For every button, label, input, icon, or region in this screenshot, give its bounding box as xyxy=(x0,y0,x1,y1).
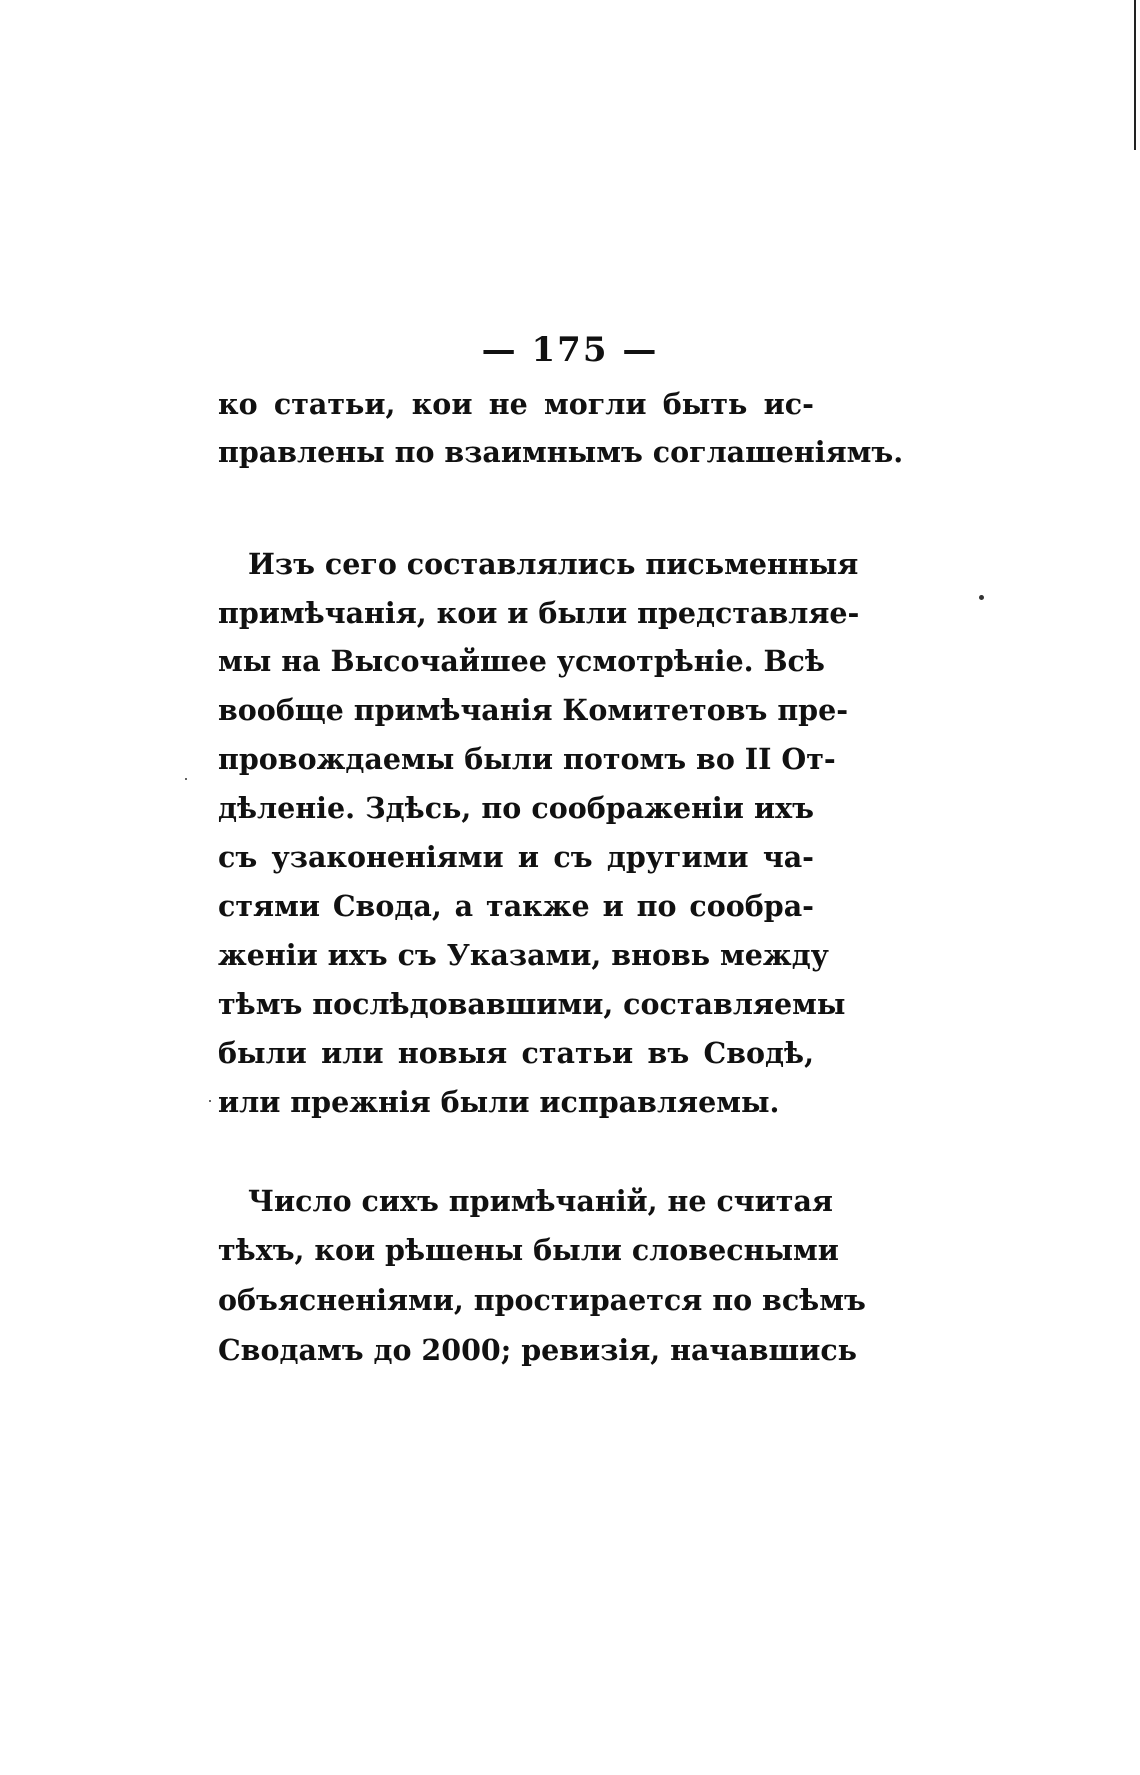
text-line: ко статьи, кои не могли быть ис- xyxy=(218,387,814,421)
text-line: тѣмъ послѣдовавшими, составляемы xyxy=(218,987,846,1021)
page-edge-line xyxy=(1134,0,1136,150)
text-line: правлены по взаимнымъ соглашеніямъ. xyxy=(218,435,904,469)
page-number: — 175 — xyxy=(481,330,659,370)
text-line: съ узаконеніями и съ другими ча- xyxy=(218,840,814,874)
text-line: или прежнія были исправляемы. xyxy=(218,1085,780,1119)
text-line: Сводамъ до 2000; ревизія, начавшись xyxy=(218,1333,858,1367)
text-line: Изъ сего составлялись письменныя xyxy=(248,547,859,581)
text-line: Число сихъ примѣчаній, не считая xyxy=(248,1184,833,1218)
text-line: тѣхъ, кои рѣшены были словесными xyxy=(218,1233,839,1267)
scan-speck xyxy=(185,778,187,780)
text-line: были или новыя статьи въ Сводѣ, xyxy=(218,1036,814,1070)
text-line: дѣленіе. Здѣсь, по соображеніи ихъ xyxy=(218,791,814,825)
text-line: провождаемы были потомъ во II От- xyxy=(218,742,836,776)
scan-speck xyxy=(979,595,984,600)
text-line: стями Свода, а также и по сообра- xyxy=(218,889,814,923)
text-line: объясненіями, простирается по всѣмъ xyxy=(218,1283,866,1317)
text-line: женіи ихъ съ Указами, вновь между xyxy=(218,938,829,972)
text-line: вообще примѣчанія Комитетовъ пре- xyxy=(218,693,849,727)
text-line: мы на Высочайшее усмотрѣніе. Всѣ xyxy=(218,644,825,678)
text-line: примѣчанія, кои и были представляе- xyxy=(218,596,860,630)
scan-speck xyxy=(209,1100,211,1102)
